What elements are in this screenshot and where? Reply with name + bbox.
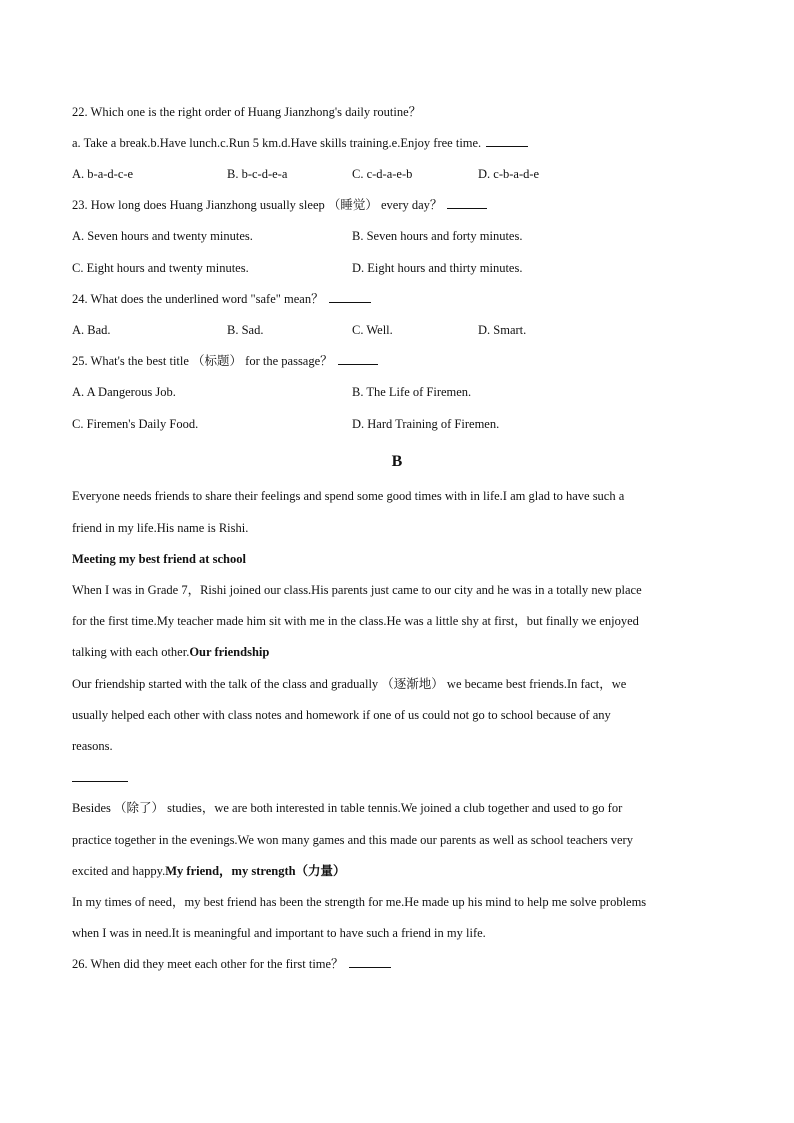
question-22-text xyxy=(72,104,421,120)
q23-option-d: D. Eight hours and thirty minutes. xyxy=(352,261,523,275)
question-22-label: 22. Which one is the right order of Huang Jianzhong's daily routine？ xyxy=(72,105,422,119)
passage-p3-line3: reasons. xyxy=(72,739,113,753)
passage-p3-line2: usually helped each other with class notes and homework if one of us could not go to school because of any xyxy=(72,708,611,722)
answer-blank-24[interactable] xyxy=(329,291,371,303)
q22-option-a: A. b-a-d-c-e xyxy=(72,167,134,181)
section-heading-b: B xyxy=(391,453,403,470)
q22-option-d: D. c-b-a-d-e xyxy=(478,167,540,181)
passage-p1-line2: friend in my life.His name is Rishi. xyxy=(72,521,249,535)
q25-option-a: A. A Dangerous Job. xyxy=(72,385,176,399)
passage-p2-line3 xyxy=(72,644,269,660)
q24-option-b: B. Sad. xyxy=(227,323,264,337)
passage-p2-line2: for the first time.My teacher made him sit with me in the class.He was a little shy at first，but finally we enjoyed xyxy=(72,614,639,628)
passage-p2-line1: When I was in Grade 7，Rishi joined our class.His parents just came to our city and he was in a totally new place xyxy=(72,583,642,597)
passage-p5-line2: when I was in need.It is meaningful and important to have such a friend in my life. xyxy=(72,926,486,940)
passage-p4-line3-text: excited and happy. xyxy=(72,864,166,878)
question-25-text xyxy=(72,353,378,369)
passage-heading-3: My friend，my strength（力量） xyxy=(165,864,346,878)
q23-option-b: B. Seven hours and forty minutes. xyxy=(352,229,523,243)
passage-heading-2: Our friendship xyxy=(189,645,270,659)
question-26-label: 26. When did they meet each other for the first time？ xyxy=(72,957,344,971)
q23-option-c: C. Eight hours and twenty minutes. xyxy=(72,261,249,275)
question-24-label: 24. What does the underlined word "safe" mean？ xyxy=(72,292,324,306)
q25-option-d: D. Hard Training of Firemen. xyxy=(352,417,500,431)
passage-p2-line3-text: talking with each other. xyxy=(72,645,190,659)
q22-option-c: C. c-d-a-e-b xyxy=(352,167,413,181)
passage-heading-1: Meeting my best friend at school xyxy=(72,552,246,566)
passage-p4-line2: practice together in the evenings.We won many games and this made our parents as well as school teachers very xyxy=(72,833,633,847)
q24-option-d: D. Smart. xyxy=(478,323,527,337)
q25-option-c: C. Firemen's Daily Food. xyxy=(72,417,199,431)
answer-blank-25[interactable] xyxy=(338,353,378,365)
passage-p3-line1: Our friendship started with the talk of the class and gradually （逐渐地） we became best friends.In fact，we xyxy=(72,677,627,691)
q24-option-a: A. Bad. xyxy=(72,323,111,337)
question-25-label: 25. What's the best title （标题） for the passage？ xyxy=(72,354,333,368)
passage-p1-line1: Everyone needs friends to share their feelings and spend some good times with in life.I am glad to have such a xyxy=(72,489,625,503)
passage-p4-line3 xyxy=(72,863,346,879)
q22-option-b: B. b-c-d-e-a xyxy=(227,167,288,181)
q23-option-a: A. Seven hours and twenty minutes. xyxy=(72,229,253,243)
passage-p5-line1: In my times of need，my best friend has been the strength for me.He made up his mind to help me solve problems xyxy=(72,895,647,909)
question-22-items xyxy=(72,135,528,151)
q24-option-c: C. Well. xyxy=(352,323,393,337)
question-24-text xyxy=(72,291,371,307)
answer-blank-22[interactable] xyxy=(486,135,528,147)
heading-answer-blank[interactable] xyxy=(72,781,128,782)
question-23-text xyxy=(72,197,487,213)
q25-option-b: B. The Life of Firemen. xyxy=(352,385,472,399)
question-23-label: 23. How long does Huang Jianzhong usually sleep （睡觉） every day？ xyxy=(72,198,443,212)
passage-p4-line1: Besides （除了） studies，we are both interested in table tennis.We joined a club together and used to go for xyxy=(72,801,623,815)
question-22-items-text: a. Take a break.b.Have lunch.c.Run 5 km.d.Have skills training.e.Enjoy free time. xyxy=(72,136,482,150)
answer-blank-23[interactable] xyxy=(447,197,487,209)
answer-blank-26[interactable] xyxy=(349,956,391,968)
question-26-text xyxy=(72,956,391,972)
